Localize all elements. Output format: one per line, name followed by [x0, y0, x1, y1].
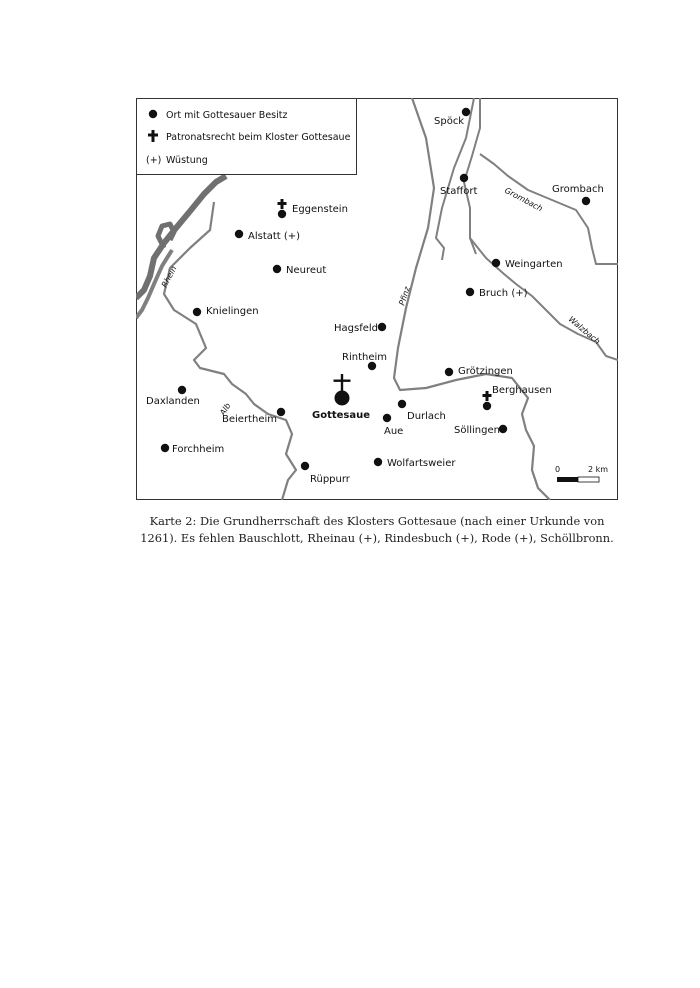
pfinz-label: Pfinz — [397, 285, 412, 307]
svg-text:Rintheim: Rintheim — [342, 352, 387, 363]
svg-text:Söllingen: Söllingen — [454, 425, 500, 436]
svg-text:Grötzingen: Grötzingen — [458, 366, 513, 377]
svg-text:Daxlanden: Daxlanden — [146, 396, 200, 407]
svg-text:Forchheim: Forchheim — [172, 444, 225, 455]
legend-item-dot: Ort mit Gottesauer Besitz — [166, 110, 288, 121]
legend — [137, 99, 357, 175]
svg-text:Weingarten: Weingarten — [505, 259, 563, 270]
svg-text:Bruch (+): Bruch (+) — [479, 288, 528, 299]
legend-item-cross: Patronatsrecht beim Kloster Gottesaue — [166, 132, 351, 143]
svg-text:Berghausen: Berghausen — [492, 385, 552, 396]
svg-text:Beiertheim: Beiertheim — [222, 414, 277, 425]
svg-text:Spöck: Spöck — [434, 116, 465, 127]
svg-text:Hagsfeld: Hagsfeld — [334, 323, 379, 334]
map — [136, 98, 618, 500]
place-soellingen — [454, 425, 507, 436]
svg-text:Aue: Aue — [384, 426, 404, 437]
svg-text:Staffort: Staffort — [440, 186, 478, 197]
legend-item-wuestung: Wüstung — [166, 155, 208, 166]
svg-text:Neureut: Neureut — [286, 265, 327, 276]
svg-text:Durlach: Durlach — [407, 411, 446, 422]
svg-text:Knielingen: Knielingen — [206, 306, 259, 317]
svg-text:Alstatt (+): Alstatt (+) — [248, 231, 301, 242]
scale-start-label: 0 — [555, 465, 561, 474]
svg-text:Grombach: Grombach — [552, 184, 604, 195]
grombach-river-label: Grombach — [503, 185, 545, 214]
walzbach-label: Walzbach — [566, 314, 602, 347]
svg-text:Gottesaue: Gottesaue — [312, 410, 371, 421]
svg-text:Wolfartsweier: Wolfartsweier — [387, 458, 456, 469]
legend-symbol-wuestung: (+) — [146, 155, 162, 166]
place-wolfartsweier — [374, 458, 457, 469]
svg-text:Rüppurr: Rüppurr — [310, 474, 350, 485]
alb-label: Alb — [218, 401, 233, 418]
dot-icon — [149, 110, 157, 118]
scale-end-label: 2 km — [588, 465, 609, 474]
rhein-label: Rhein — [159, 264, 179, 289]
svg-text:Eggenstein: Eggenstein — [292, 204, 348, 215]
map-caption: Karte 2: Die Grundherrschaft des Klosters Gottesaue (nach einer Urkunde von 1261). Es fehlen Bauschlott, Rheinau (+), Rindesbuch (+), Rode (+), Schöllbronn. — [140, 514, 614, 545]
